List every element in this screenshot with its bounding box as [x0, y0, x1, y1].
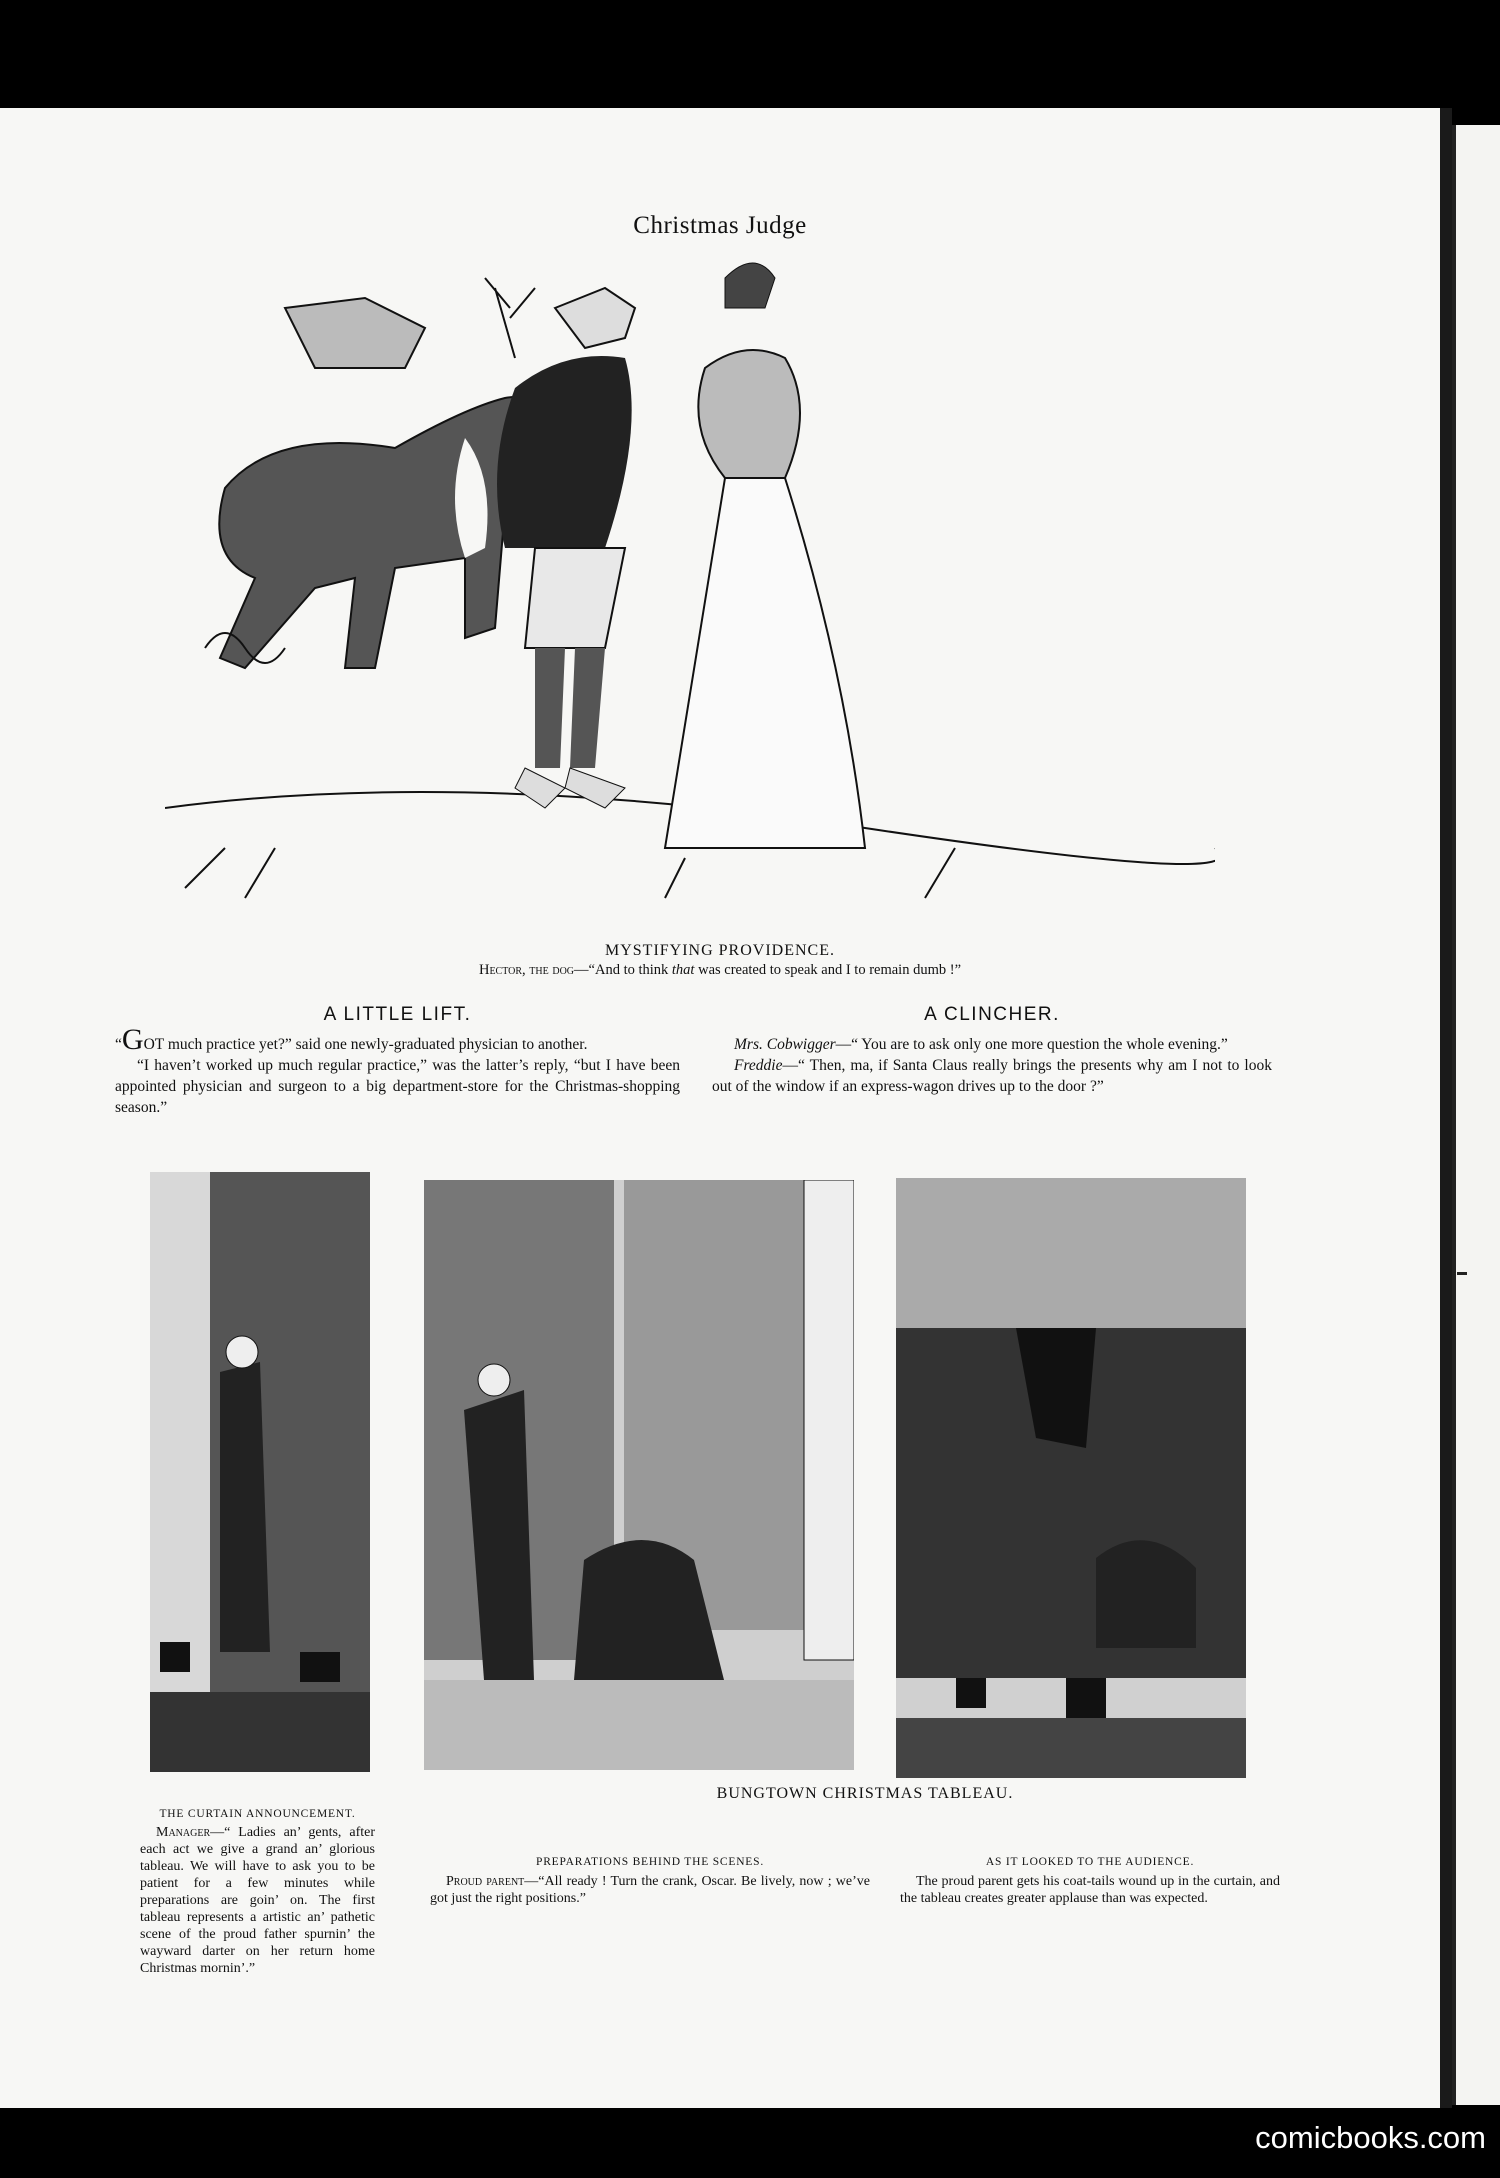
strip-title: BUNGTOWN CHRISTMAS TABLEAU.: [716, 1785, 1014, 1802]
main-caption-title: MYSTIFYING PROVIDENCE.: [604, 942, 835, 959]
panel-1-caption: [140, 1824, 375, 1977]
right-article-speaker2: Freddie: [734, 1057, 783, 1074]
left-article-p1: OT much practice yet?” said one newly-graduated physician to another.: [143, 1036, 588, 1053]
panel-3-caption: [900, 1873, 1280, 1907]
right-article-line1: —“ You are to ask only one more question the whole evening.”: [835, 1036, 1228, 1053]
right-article-line2: —“ Then, ma, if Santa Claus really brings the presents why am I not to look out of the window if an express-wagon drives up to the door ?”: [712, 1057, 1272, 1095]
panel-2-speaker: Proud parent: [446, 1874, 525, 1889]
fold-mark: [1457, 1272, 1467, 1275]
main-caption-speaker: Hector, the dog: [478, 962, 575, 978]
panel-3-illustration: [896, 1178, 1246, 1778]
page-gutter: [1440, 108, 1452, 2108]
left-article-p2: “I haven’t worked up much regular practice,” was the latter’s reply, “but I have been appointed physician and surgeon to a big department-store for the Christmas-shopping season.”: [115, 1057, 680, 1116]
panel-2-caption: [430, 1873, 870, 1907]
right-article-heading: A CLINCHER.: [924, 1004, 1060, 1025]
main-illustration-drawing: [165, 248, 1215, 928]
right-article-speaker1: Mrs. Cobwigger: [734, 1036, 836, 1053]
panel-2-title: PREPARATIONS BEHIND THE SCENES.: [536, 1856, 764, 1868]
panel-1-title: THE CURTAIN ANNOUNCEMENT.: [159, 1808, 356, 1820]
panel-1-speaker: Manager: [156, 1825, 211, 1840]
panel-1-drawing: [150, 1172, 370, 1772]
main-caption-quote-a: —“And to think: [574, 962, 672, 978]
panel-3-title: AS IT LOOKED TO THE AUDIENCE.: [985, 1856, 1195, 1868]
main-caption-quote: [0, 962, 1440, 979]
panel-2-illustration: [424, 1180, 854, 1770]
woman-figure: [698, 350, 800, 478]
main-caption-quote-b: was created to speak and I to remain dumb !”: [694, 962, 962, 978]
panel-1-text: —“ Ladies an’ gents, after each act we give a grand an’ glorious tableau. We will have to ask you to be patient for a few minutes while preparations are goin’ on. The first tableau represents a artistic an’ pathetic scene of the proud father spurnin’ the wayward darter on her return home Christmas mornin’.”: [140, 1825, 375, 1976]
main-illustration: [165, 248, 1215, 928]
left-article-open-quote: “: [115, 1036, 122, 1053]
panel-2-drawing: [424, 1180, 854, 1770]
right-article-body: [712, 1034, 1272, 1097]
left-article-body: [115, 1023, 680, 1118]
left-article-heading: A LITTLE LIFT.: [323, 1004, 472, 1025]
watermark: comicbooks.com: [1255, 2120, 1486, 2155]
panel-1-illustration: [150, 1172, 370, 1772]
main-caption-quote-emph: that: [671, 962, 695, 978]
panel-2-text: —“All ready ! Turn the crank, Oscar. Be lively, now ; we’ve got just the right positions.”: [430, 1874, 870, 1906]
panel-3-text: The proud parent gets his coat-tails wound up in the curtain, and the tableau creates greater applause than was expected.: [900, 1874, 1280, 1906]
next-page-edge: [1452, 125, 1500, 2105]
running-head: Christmas Judge: [633, 212, 807, 239]
man-figure: [497, 356, 632, 548]
panel-3-drawing: [896, 1178, 1246, 1778]
left-article-dropcap: G: [121, 1023, 144, 1056]
